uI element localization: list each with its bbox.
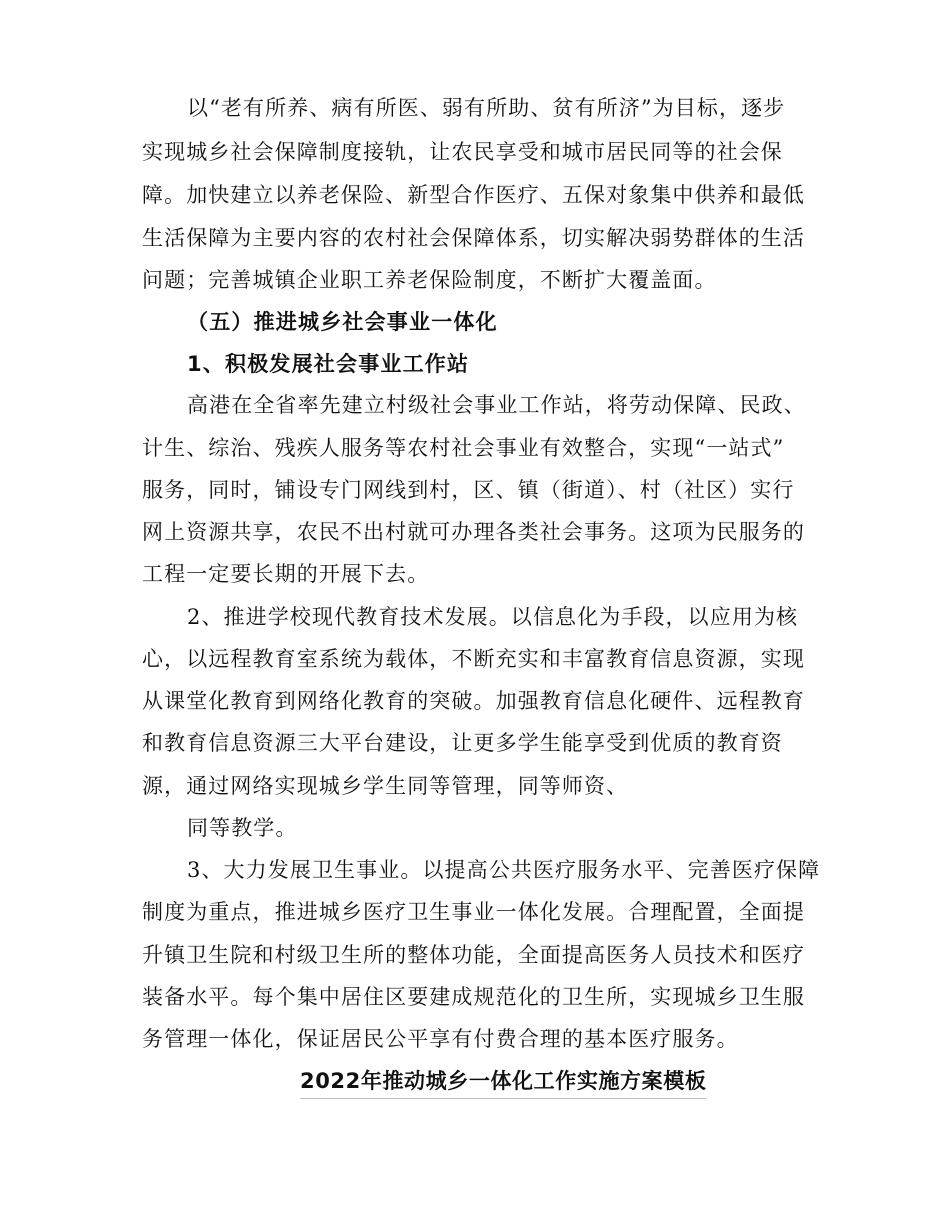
paragraph-line: 工程一定要长期的开展下去。 (142, 562, 430, 586)
document-footer-title: 2022年推动城乡一体化工作实施方案模板 (300, 1067, 706, 1099)
paragraph-line: 障。加快建立以养老保险、新型合作医疗、五保对象集中供养和最低 (142, 183, 805, 207)
paragraph-line: 源，通过网络实现城乡学生同等管理，同等师资、 (142, 774, 629, 798)
paragraph-line: 装备水平。每个集中居住区要建成规范化的卫生所，实现城乡卫生服 (142, 985, 805, 1009)
paragraph-line: 问题；完善城镇企业职工养老保险制度，不断扩大覆盖面。 (142, 268, 717, 292)
paragraph-line: 3、大力发展卫生事业。以提高公共医疗服务水平、完善医疗保障 (187, 858, 821, 882)
paragraph-line: 计生、综治、残疾人服务等农村社会事业有效整合，实现“一站式” (142, 436, 785, 460)
paragraph-line: 服务，同时，铺设专门网线到村，区、镇（街道）、村（社区）实行 (142, 478, 795, 502)
paragraph-line: 制度为重点，推进城乡医疗卫生事业一体化发展。合理配置，全面提 (142, 900, 805, 924)
paragraph-line: 升镇卫生院和村级卫生所的整体功能，全面提高医务人员技术和医疗 (142, 943, 805, 967)
paragraph-line: 同等教学。 (187, 816, 298, 840)
paragraph-line: 实现城乡社会保障制度接轨，让农民享受和城市居民同等的社会保 (142, 140, 783, 164)
paragraph-line: 网上资源共享，农民不出村就可办理各类社会事务。这项为民服务的 (142, 520, 805, 544)
paragraph-line: 从课堂化教育到网络化教育的突破。加强教育信息化硬件、远程教育 (142, 689, 805, 713)
paragraph-line: 2、推进学校现代教育技术发展。以信息化为手段，以应用为核 (187, 605, 799, 629)
subsection-heading: 1、积极发展社会事业工作站 (187, 352, 470, 376)
paragraph-line: 务管理一体化，保证居民公平享有付费合理的基本医疗服务。 (142, 1027, 739, 1051)
paragraph-line: 高港在全省率先建立村级社会事业工作站，将劳动保障、民政、 (187, 393, 806, 417)
paragraph-line: 心，以远程教育室系统为载体，不断充实和丰富教育信息资源，实现 (142, 647, 805, 671)
section-heading: （五）推进城乡社会事业一体化 (187, 310, 498, 334)
paragraph-line: 和教育信息资源三大平台建设，让更多学生能享受到优质的教育资 (142, 731, 783, 755)
paragraph-line: 以“老有所养、病有所医、弱有所助、贫有所济”为目标，逐步 (187, 96, 786, 120)
paragraph-line: 生活保障为主要内容的农村社会保障体系，切实解决弱势群体的生活 (142, 226, 805, 250)
